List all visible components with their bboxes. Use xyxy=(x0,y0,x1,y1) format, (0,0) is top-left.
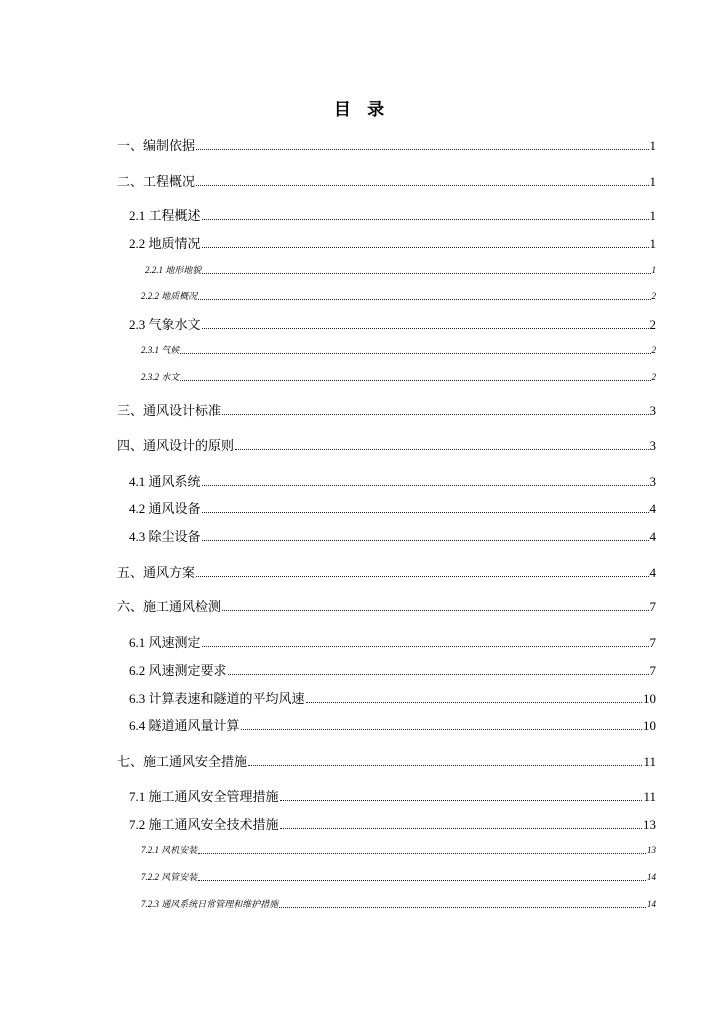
leader-dots xyxy=(202,219,649,220)
leader-dots xyxy=(248,765,642,766)
toc-entry-page: 10 xyxy=(643,718,656,733)
toc-entry-page: 10 xyxy=(643,691,656,706)
toc-entry[interactable] xyxy=(117,562,656,581)
toc-entry-page: 14 xyxy=(647,872,656,882)
toc-entry[interactable] xyxy=(129,205,656,224)
toc-entry-label: 六、施工通风检测 xyxy=(117,599,222,614)
toc-entry[interactable] xyxy=(129,660,656,679)
toc-entry-label: 一、编制依据 xyxy=(117,138,196,153)
toc-entry-page: 3 xyxy=(649,403,656,418)
toc-entry-page: 2 xyxy=(649,317,656,332)
toc-entry-label: 2.3.1 气候 xyxy=(141,345,180,355)
toc-entry-label: 7.2.3 通风系统日常管理和维护措施 xyxy=(141,899,279,909)
toc-entry-label: 2.2.2 地质概况 xyxy=(141,291,198,301)
toc-entry-label: 7.2.1 风机安装 xyxy=(141,845,198,855)
toc-entry-page: 3 xyxy=(649,438,656,453)
leader-dots xyxy=(235,449,648,450)
toc-entry-label: 4.2 通风设备 xyxy=(129,501,201,516)
toc-entry-page: 4 xyxy=(649,565,656,580)
toc-entry-page: 1 xyxy=(649,236,656,251)
toc-entry-page: 7 xyxy=(649,663,656,678)
toc-entry-label: 七、施工通风安全措施 xyxy=(117,754,248,769)
leader-dots xyxy=(202,328,649,329)
toc-entry[interactable] xyxy=(141,870,656,883)
leader-dots xyxy=(222,610,648,611)
toc-entry-label: 6.3 计算表速和隧道的平均风速 xyxy=(129,691,305,706)
leader-dots xyxy=(280,800,643,801)
toc-entry[interactable] xyxy=(141,843,656,856)
leader-dots xyxy=(202,273,650,274)
leader-dots xyxy=(202,512,649,513)
leader-dots xyxy=(198,299,650,300)
toc-entry-label: 2.2 地质情况 xyxy=(129,236,201,251)
leader-dots xyxy=(222,414,648,415)
toc-entry[interactable] xyxy=(117,400,656,419)
leader-dots xyxy=(196,576,648,577)
leader-dots xyxy=(202,646,649,647)
toc-entry-page: 2 xyxy=(651,345,656,355)
toc-entry-label: 6.2 风速测定要求 xyxy=(129,663,227,678)
leader-dots xyxy=(280,828,642,829)
leader-dots xyxy=(180,353,650,354)
toc-entry[interactable] xyxy=(117,435,656,454)
toc-entry[interactable] xyxy=(129,814,656,833)
toc-entry[interactable] xyxy=(117,135,656,154)
toc-entry-page: 7 xyxy=(649,635,656,650)
leader-dots xyxy=(202,247,649,248)
toc-entry-page: 14 xyxy=(647,899,656,909)
toc-entry[interactable] xyxy=(117,171,656,190)
toc-entry-page: 1 xyxy=(651,265,656,275)
toc-entry-label: 三、通风设计标准 xyxy=(117,403,222,418)
toc-entry-label: 4.3 除尘设备 xyxy=(129,529,201,544)
toc-entry-label: 7.1 施工通风安全管理措施 xyxy=(129,789,279,804)
toc-entry-page: 11 xyxy=(643,789,656,804)
toc-entry[interactable] xyxy=(117,596,656,615)
toc-entry[interactable] xyxy=(141,289,656,302)
toc-entry[interactable] xyxy=(129,314,656,333)
toc-entry-page: 1 xyxy=(649,208,656,223)
toc-entry-label: 7.2 施工通风安全技术措施 xyxy=(129,817,279,832)
leader-dots xyxy=(306,702,642,703)
toc-entry[interactable] xyxy=(129,786,656,805)
leader-dots xyxy=(202,540,649,541)
toc-entry-label: 6.4 隧道通风量计算 xyxy=(129,718,240,733)
toc-entry-page: 13 xyxy=(647,845,656,855)
toc-entry[interactable] xyxy=(141,370,656,383)
toc-entry[interactable] xyxy=(129,688,656,707)
toc-entry-label: 6.1 风速测定 xyxy=(129,635,201,650)
toc-entry[interactable] xyxy=(141,343,656,356)
leader-dots xyxy=(241,729,642,730)
toc-entry-label: 四、通风设计的原则 xyxy=(117,438,235,453)
toc-entry-label: 2.2.1 地形地貌 xyxy=(145,265,202,275)
leader-dots xyxy=(196,149,648,150)
toc-entry-label: 2.3.2 水文 xyxy=(141,372,180,382)
leader-dots xyxy=(202,485,649,486)
leader-dots xyxy=(196,185,648,186)
toc-entry-label: 五、通风方案 xyxy=(117,565,196,580)
toc-entry[interactable] xyxy=(129,233,656,252)
toc-entry[interactable] xyxy=(129,526,656,545)
toc-entry[interactable] xyxy=(141,897,656,910)
toc-entry[interactable] xyxy=(129,632,656,651)
toc-entry-label: 4.1 通风系统 xyxy=(129,474,201,489)
toc-entry-page: 4 xyxy=(649,501,656,516)
toc-entry[interactable] xyxy=(129,471,656,490)
toc-entry[interactable] xyxy=(145,263,656,276)
leader-dots xyxy=(198,853,646,854)
leader-dots xyxy=(279,907,646,908)
toc-entry-page: 2 xyxy=(651,291,656,301)
toc-entry[interactable] xyxy=(117,751,656,770)
toc-title: 目 录 xyxy=(333,100,391,119)
toc-entry-page: 2 xyxy=(651,372,656,382)
toc-entry-label: 二、工程概况 xyxy=(117,174,196,189)
toc-entry-page: 1 xyxy=(649,138,656,153)
leader-dots xyxy=(228,674,649,675)
toc-entry-page: 1 xyxy=(649,174,656,189)
toc-entry-page: 3 xyxy=(649,474,656,489)
toc-entry-page: 4 xyxy=(649,529,656,544)
toc-entry-label: 2.1 工程概述 xyxy=(129,208,201,223)
toc-entry-page: 11 xyxy=(643,754,656,769)
toc-entry-label: 7.2.2 风管安装 xyxy=(141,872,198,882)
toc-entry-page: 13 xyxy=(643,817,656,832)
toc-entry[interactable] xyxy=(129,498,656,517)
toc-entry-page: 7 xyxy=(649,599,656,614)
leader-dots xyxy=(180,380,650,381)
toc-entry[interactable] xyxy=(129,715,656,734)
toc-entry-label: 2.3 气象水文 xyxy=(129,317,201,332)
leader-dots xyxy=(198,880,646,881)
